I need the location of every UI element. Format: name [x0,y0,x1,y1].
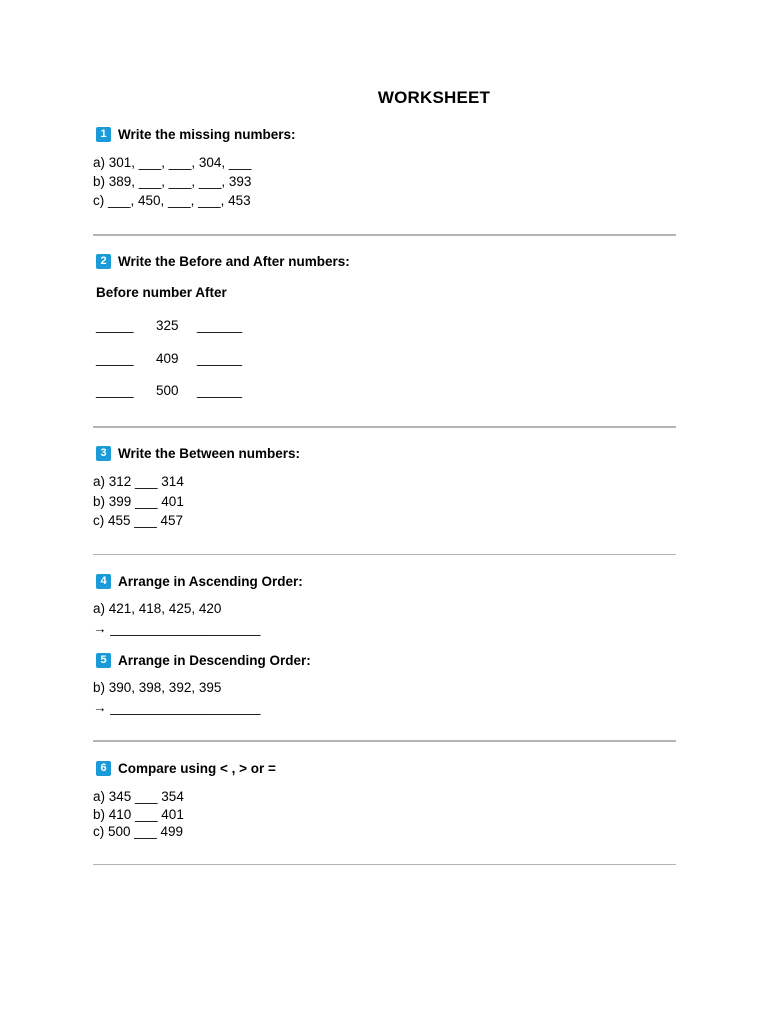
page-title: WORKSHEET [377,88,491,107]
section-heading-text: Write the Between numbers: [118,445,301,461]
section-3-heading [96,445,300,461]
section-number-badge: 1 [96,127,111,142]
question-line: a) 345 ___ 354 [93,789,184,804]
question-line: b) 390, 398, 392, 395 [93,680,222,695]
section-divider [93,554,676,555]
section-number-badge: 6 [96,761,111,776]
section-2-heading [96,253,350,269]
after-blank: ______ [197,318,243,333]
section-1-heading [96,126,296,142]
section-heading-text: Write the Before and After numbers: [118,253,350,269]
question-line: a) 301, ___, ___, 304, ___ [93,155,252,170]
question-line: c) 455 ___ 457 [93,513,184,528]
section-number-badge: 2 [96,254,111,269]
section-6-heading [96,760,276,776]
section-heading-text: Compare using < , > or = [118,760,276,776]
question-line: b) 399 ___ 401 [93,494,184,509]
question-line: c) 500 ___ 499 [93,824,184,839]
answer-line: → ____________________ [93,621,261,636]
question-line: b) 410 ___ 401 [93,807,184,822]
section-heading-text: Write the missing numbers: [118,126,296,142]
after-blank: ______ [197,383,243,398]
section-number-badge: 3 [96,446,111,461]
after-blank: ______ [197,351,243,366]
before-blank: _____ [96,383,134,398]
section-divider [93,864,676,865]
question-line: a) 421, 418, 425, 420 [93,601,222,616]
section-divider [93,740,676,742]
column-headers: Before number After [96,285,227,300]
section-divider [93,234,676,236]
section-number-badge: 4 [96,574,111,589]
section-heading-text: Arrange in Descending Order: [118,652,311,668]
given-number: 325 [156,318,179,333]
section-number-badge: 5 [96,653,111,668]
before-blank: _____ [96,318,134,333]
answer-line: → ____________________ [93,700,261,715]
question-line: c) ___, 450, ___, ___, 453 [93,193,251,208]
question-line: a) 312 ___ 314 [93,474,184,489]
section-divider [93,426,676,428]
section-4-heading [96,573,303,589]
given-number: 409 [156,351,179,366]
given-number: 500 [156,383,179,398]
section-5-heading [96,652,311,668]
section-heading-text: Arrange in Ascending Order: [118,573,303,589]
question-line: b) 389, ___, ___, ___, 393 [93,174,252,189]
before-blank: _____ [96,351,134,366]
